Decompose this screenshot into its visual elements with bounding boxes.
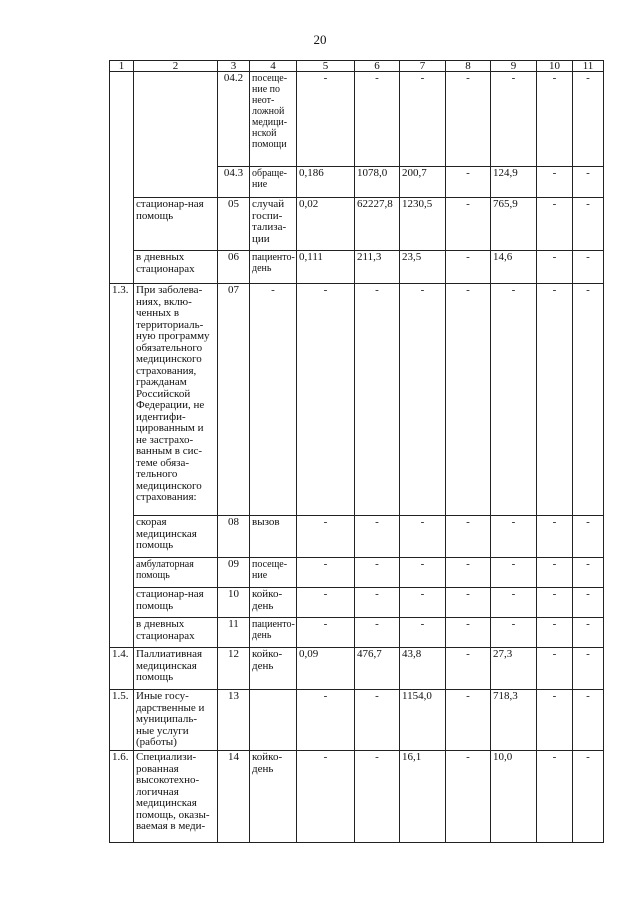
cell: 765,9 [491,198,537,251]
row-name: в дневных стационарах [134,251,218,284]
row-unit: пациенто-день [250,618,297,648]
cell: - [491,72,537,167]
row-unit: посеще-ние по неот-ложной медици-нской помощи [250,72,297,167]
header-cell: 2 [134,61,218,72]
cell: - [573,648,604,690]
cell: - [355,618,400,648]
row-name: амбулаторная помощь [134,558,218,588]
cell: - [537,690,573,751]
row-unit: обраще-ние [250,167,297,198]
table-row [110,588,604,618]
cell: - [537,516,573,558]
row-unit: посеще-ние [250,558,297,588]
cell: - [491,558,537,588]
row-code: 07 [218,284,250,516]
row-unit: вызов [250,516,297,558]
cell: - [400,72,446,167]
cell: 10,0 [491,751,537,843]
table-row [110,72,604,167]
row-code: 09 [218,558,250,588]
row-code: 04.3 [218,167,250,198]
row-unit [250,690,297,751]
cell: - [537,251,573,284]
page-number: 20 [313,32,327,47]
row-number [110,72,134,284]
cell: - [297,72,355,167]
cell: - [573,618,604,648]
cell: 43,8 [400,648,446,690]
cell: - [573,198,604,251]
cell: - [446,284,491,516]
header-cell: 4 [250,61,297,72]
cell: - [446,516,491,558]
cell: - [355,284,400,516]
cell: - [446,648,491,690]
cell: - [491,516,537,558]
cell: 124,9 [491,167,537,198]
row-name [134,72,218,198]
row-unit: случай госпи-тализа-ции [250,198,297,251]
cell: 1078,0 [355,167,400,198]
row-unit: - [250,284,297,516]
row-number: 1.3. [110,284,134,648]
cell: - [573,284,604,516]
cell: - [573,516,604,558]
row-code: 06 [218,251,250,284]
cell: - [446,751,491,843]
cell: - [400,558,446,588]
cell: 0,02 [297,198,355,251]
header-cell: 9 [491,61,537,72]
header-row [110,61,604,72]
header-cell: 1 [110,61,134,72]
cell: - [297,588,355,618]
row-unit: койко-день [250,751,297,843]
header-cell: 6 [355,61,400,72]
cell: - [537,648,573,690]
row-number: 1.5. [110,690,134,751]
row-name: Специализи-рованная высокотехно-логичная медицинская помощь, оказы-ваемая в меди- [134,751,218,843]
row-unit: койко-день [250,588,297,618]
cell: 1154,0 [400,690,446,751]
row-name: в дневных стационарах [134,618,218,648]
cell: - [297,690,355,751]
header-cell: 3 [218,61,250,72]
cell: - [573,167,604,198]
row-code: 11 [218,618,250,648]
cell: 23,5 [400,251,446,284]
cell: - [573,558,604,588]
cell: - [573,751,604,843]
cell: - [491,284,537,516]
row-name: скорая медицинская помощь [134,516,218,558]
cell: - [573,588,604,618]
cell: - [573,690,604,751]
row-code: 12 [218,648,250,690]
table-row [110,198,604,251]
cell: - [446,588,491,618]
cell: - [355,751,400,843]
row-code: 05 [218,198,250,251]
row-name: стационар-ная помощь [134,198,218,251]
cell: - [446,251,491,284]
data-table [109,60,604,843]
cell: 16,1 [400,751,446,843]
header-cell: 7 [400,61,446,72]
cell: - [400,516,446,558]
row-name: стационар-ная помощь [134,588,218,618]
cell: - [355,558,400,588]
table-row [110,284,604,516]
header-cell: 11 [573,61,604,72]
table-row [110,558,604,588]
cell: 1230,5 [400,198,446,251]
cell: - [573,72,604,167]
cell: - [446,72,491,167]
table-row [110,648,604,690]
table-row [110,690,604,751]
header-cell: 8 [446,61,491,72]
cell: - [537,618,573,648]
table-row [110,251,604,284]
cell: - [537,198,573,251]
cell: - [297,618,355,648]
cell: - [537,588,573,618]
cell: - [446,618,491,648]
row-code: 13 [218,690,250,751]
row-code: 14 [218,751,250,843]
cell: - [537,284,573,516]
row-number: 1.6. [110,751,134,843]
row-unit: койко-день [250,648,297,690]
cell: 476,7 [355,648,400,690]
cell: 0,111 [297,251,355,284]
row-unit: пациенто-день [250,251,297,284]
cell: - [355,690,400,751]
cell: - [355,72,400,167]
cell: - [537,558,573,588]
cell: - [537,72,573,167]
cell: - [355,588,400,618]
cell: - [491,588,537,618]
cell: - [537,167,573,198]
cell: 200,7 [400,167,446,198]
cell: - [297,751,355,843]
table-row [110,751,604,843]
cell: 211,3 [355,251,400,284]
cell: 718,3 [491,690,537,751]
cell: 27,3 [491,648,537,690]
cell: - [446,167,491,198]
table-row [110,618,604,648]
cell: - [355,516,400,558]
cell: - [446,690,491,751]
cell: - [573,251,604,284]
cell: - [491,618,537,648]
row-name: Иные госу-дарственные и муниципаль-ные услуги (работы) [134,690,218,751]
cell: - [400,588,446,618]
row-name: При заболева-ниях, вклю-ченных в территориаль-ную программу обязательного медицинского страхования, гражданам Российской Федерации, не идентифи-цированным и не застрахо-ванным в сис-теме обяза-тельного медицинского страхования: [134,284,218,516]
row-code: 08 [218,516,250,558]
cell: 14,6 [491,251,537,284]
row-number: 1.4. [110,648,134,690]
row-code: 10 [218,588,250,618]
cell: - [537,751,573,843]
header-cell: 10 [537,61,573,72]
cell: 0,186 [297,167,355,198]
cell: - [297,516,355,558]
cell: 0,09 [297,648,355,690]
cell: 62227,8 [355,198,400,251]
cell: - [446,198,491,251]
header-cell: 5 [297,61,355,72]
cell: - [297,558,355,588]
row-name: Паллиативная медицинская помощь [134,648,218,690]
cell: - [446,558,491,588]
table-row [110,516,604,558]
cell: - [400,618,446,648]
cell: - [297,284,355,516]
row-code: 04.2 [218,72,250,167]
cell: - [400,284,446,516]
